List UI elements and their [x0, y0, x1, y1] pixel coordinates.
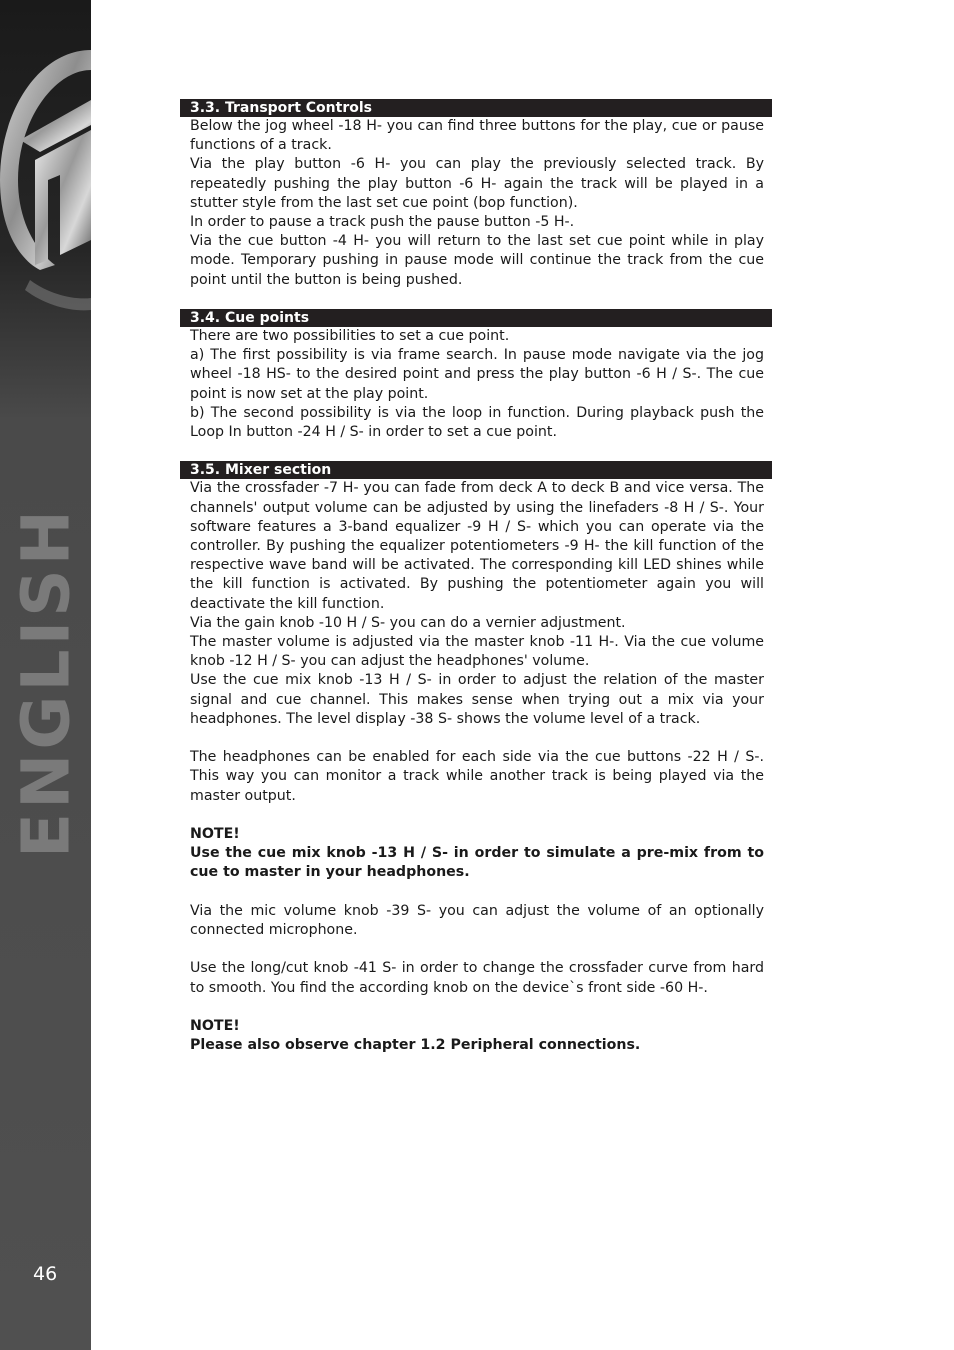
- paragraph: Use the long/cut knob -41 S- in order to change the crossfader curve from hard to smooth. You find the according knob on the device`s front side -60 H-.: [190, 960, 764, 996]
- note-text: Use the cue mix knob -13 H / S- in order to simulate a pre-mix from to cue to master in your headphones.: [190, 845, 764, 881]
- section-heading-cue-points: 3.4. Cue points: [180, 309, 772, 327]
- note-label: NOTE!: [190, 826, 240, 843]
- paragraph: Below the jog wheel -18 H- you can find three buttons for the play, cue or pause functions of a track.: [190, 118, 764, 154]
- manual-content: [180, 99, 772, 1055]
- language-sidebar: [0, 0, 91, 1350]
- paragraph: Via the gain knob -10 H / S- you can do a vernier adjustment.: [190, 614, 626, 631]
- paragraph: The headphones can be enabled for each side via the cue buttons -22 H / S-. This way you can monitor a track while another track is being played via the master output.: [190, 749, 764, 804]
- language-label: ENGLISH: [7, 506, 85, 858]
- paragraph: Via the cue button -4 H- you will return to the last set cue point while in play mode. Temporary pushing in pause mode will continue the track from the cue point until the button is being pushed.: [190, 233, 764, 288]
- note-label: NOTE!: [190, 1018, 240, 1035]
- note-text: Please also observe chapter 1.2 Peripheral connections.: [190, 1037, 641, 1054]
- page-number: 46: [33, 1263, 58, 1285]
- paragraph: The master volume is adjusted via the master knob -11 H-. Via the cue volume knob -12 H / S- you can adjust the headphones' volume.: [190, 634, 764, 670]
- brand-logo-icon: [0, 30, 91, 330]
- paragraph: There are two possibilities to set a cue point.: [190, 328, 510, 345]
- paragraph: Via the mic volume knob -39 S- you can adjust the volume of an optionally connected microphone.: [190, 902, 764, 939]
- section-heading-transport-controls: 3.3. Transport Controls: [180, 99, 772, 117]
- section-heading-mixer-section: 3.5. Mixer section: [180, 461, 772, 479]
- paragraph: Use the cue mix knob -13 H / S- in order to adjust the relation of the master signal and cue channel. This makes sense when trying out a mix via your headphones. The level display -38 S- shows the volume level of a track.: [190, 672, 764, 727]
- paragraph: Via the play button -6 H- you can play the previously selected track. By repeatedly pushing the play button -6 H- again the track will be played in a stutter style from the last set cue point (bop function).: [190, 156, 764, 211]
- paragraph: b) The second possibility is via the loop in function. During playback push the Loop In button -24 H / S- in order to set a cue point.: [190, 404, 764, 441]
- paragraph: Via the crossfader -7 H- you can fade from deck A to deck B and vice versa. The channels' output volume can be adjusted by using the linefaders -8 H / S-. Your software features a 3-band equalizer -9 H / S- which you can operate via the controller. By pushing the equalizer potentiometers -9 H- the kill function of the respective wave band will be activated. The corresponding kill LED shines while the kill function is activated. By pushing the potentiometer again you will deactivate the kill function.: [190, 480, 764, 612]
- paragraph: In order to pause a track push the pause button -5 H-.: [190, 214, 575, 231]
- paragraph: a) The first possibility is via frame search. In pause mode navigate via the jog wheel -18 HS- to the desired point and press the play button -6 H / S-. The cue point is now set at the play point.: [190, 347, 764, 402]
